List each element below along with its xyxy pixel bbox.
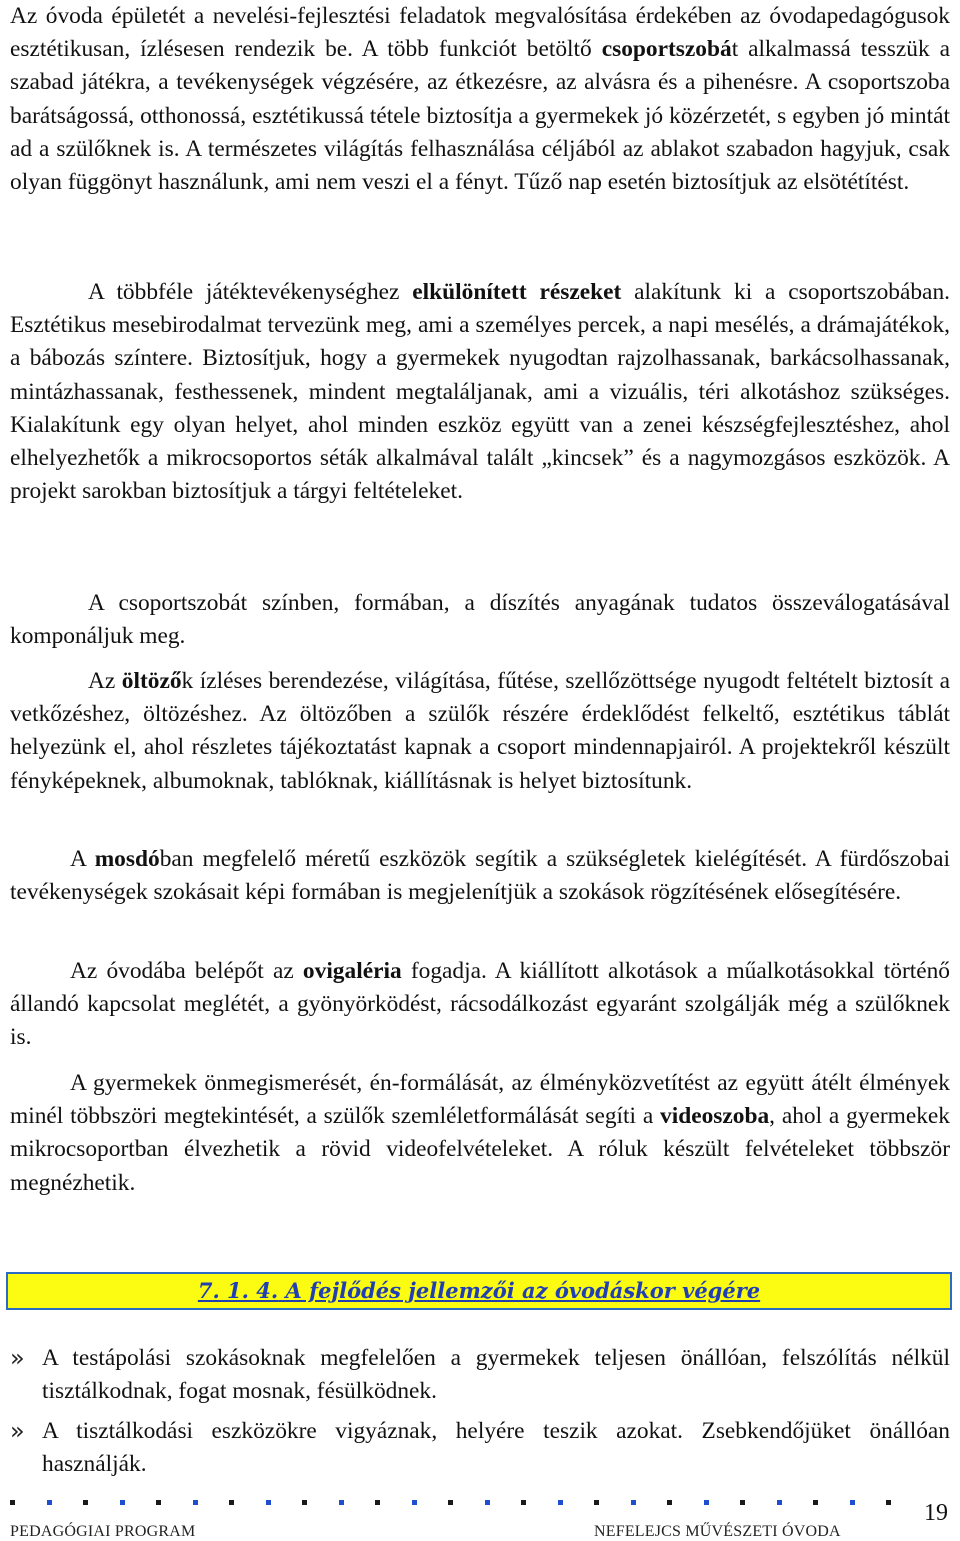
paragraph-gallery: Az óvodába belépőt az ovigaléria fogadja. A kiállított alkotások a műalkotásokkal történő állandó kapcsolat meglétét, a gyönyörködést, rácsodálkozást egyaránt szolgálják még a szülőknek is. [10,958,951,1051]
footer-dot [375,1500,380,1505]
footer-dot [886,1500,891,1505]
footer-dot [813,1500,818,1505]
footer-dot [448,1500,453,1505]
footer-dot [485,1500,490,1505]
paragraph-video-room: A gyermekek önmegismerését, én-formálását, az élményközvetítést az együtt átélt élmények minél többszöri megtekintését, a szülők szemléletformálását segíti a videoszoba, ahol a gyermekek mikrocsoportban élvezhetik a rövid videofelvételeket. A róluk készült felvételeket többször megnézhetik. [10,1070,950,1196]
footer-left-label: PEDAGÓGIAI PROGRAM [10,1523,196,1540]
footer-dot [412,1500,417,1505]
footer-dot [339,1500,344,1505]
bold-term-csoportszoba: csoportszobá [601,36,732,63]
footer-dot [266,1500,271,1505]
footer-dot [193,1500,198,1505]
footer-dot [120,1500,125,1505]
list-item-text: A tisztálkodási eszközökre vigyáznak, helyére teszik azokat. Zsebkendőjüket önállóan használják. [42,1418,950,1478]
page-number: 19 [924,1500,948,1526]
footer-dot [704,1500,709,1505]
footer-dot [777,1500,782,1505]
footer-dot [10,1500,15,1505]
bold-term-videoszoba: videoszoba [660,1103,770,1130]
footer-dot [740,1500,745,1505]
footer-dot [156,1500,161,1505]
footer-dot [229,1500,234,1505]
list-item-text: A testápolási szokásoknak megfelelően a gyermekek teljesen önállóan, felszólítás nélkül tisztálkodnak, fogat mosnak, fésülködnek. [42,1345,950,1405]
bold-term-ovigaleria: ovigaléria [302,958,402,984]
footer-dot [850,1500,855,1505]
paragraph-dressing-room: Az öltözők ízléses berendezése, világítása, fűtése, szellőzöttsége nyugodt feltételt biztosít a vetkőzéshez, öltözéshez. Az öltözőben a szülők részére érdeklődést felkeltő, esztétikus táblát helyezünk el, ahol részletes tájékoztatást kapnak a csoport mindennapjairól. A projektekről készült fényképeknek, albumoknak, tablóknak, kiállításnak is helyet biztosítunk. [10,668,950,794]
footer-dot [302,1500,307,1505]
bold-term-oltozo: öltöző [121,668,182,694]
double-chevron-icon: » [10,1344,25,1372]
section-title: A fejlődés jellemzői az óvodáskor végére [285,1278,761,1303]
paragraph-play-areas: A többféle játéktevékenységhez elkülönített részeket alakítunk ki a csoportszobában. Esztétikus mesebirodalmat tervezünk meg, ami a személyes percek, a napi mesélés, a drámajátékok, a bábozás színtere. Biztosítjuk, hogy a gyermekek nyugodtan rajzolhassanak, barkácsolhassanak, mintázhassanak, festhessenek, mindent megtaláljanak, ami a vizuális, téri alkotáshoz szükséges. Kialakítunk egy olyan helyet, ahol minden eszköz együtt van a zenei készségfejlesztéshez, ahol elhelyezhetők a mikrocsoportos séták alkalmával talált „kincsek” és a nagymozgásos eszközök. A projekt sarokban biztosítjuk a tárgyi feltételeket. [10,279,950,505]
footer-dot [631,1500,636,1505]
section-number: 7. 1. 4. [197,1278,279,1303]
paragraph-washroom: A mosdóban megfelelő méretű eszközök segítik a szükségletek kielégítését. A fürdőszobai tevékenységek szokásait képi formában is megjelenítjük a szokások rögzítésének elősegítésére. [10,846,951,906]
footer-dotted-rule [10,1498,905,1508]
paragraph-building: Az óvoda épületét a nevelési-fejlesztési feladatok megvalósítása érdekében az óvodapedagógusok esztétikusan, ízlésesen rendezik be. A több funkciót betöltő csoportszobát alkalmassá tesszük a szabad játékra, a tevékenységek végzésére, az étkezésre, az alvásra és a pihenésre. A csoportszoba barátságossá, otthonossá, esztétikussá tétele biztosítja a gyermekek jó közérzetét, s egyben jó mintát ad a szülőknek is. A természetes világítás felhasználása céljából az ablakot szabadon hagyjuk, csak olyan függönyt használunk, ami nem veszi el a fényt. Tűző nap esetén biztosítjuk az elsötétítést. [10,3,951,196]
footer-dot [521,1500,526,1505]
section-heading [198,1278,760,1303]
footer-dot [594,1500,599,1505]
footer-dot [83,1500,88,1505]
bold-term-elkulonitett: elkülönített részeket [412,279,622,305]
footer-dot [47,1500,52,1505]
bold-term-mosdo: mosdó [94,846,160,872]
double-chevron-icon: » [10,1417,25,1445]
footer-dot [667,1500,672,1505]
list-item [10,1415,950,1481]
footer-dot [558,1500,563,1505]
paragraph-color-form: A csoportszobát színben, formában, a díszítés anyagának tudatos összeválogatásával komponáljuk meg. [10,590,950,650]
footer-right-label: NEFELEJCS MŰVÉSZETI ÓVODA [594,1523,841,1540]
list-item [10,1342,950,1408]
section-heading-box [6,1272,952,1310]
